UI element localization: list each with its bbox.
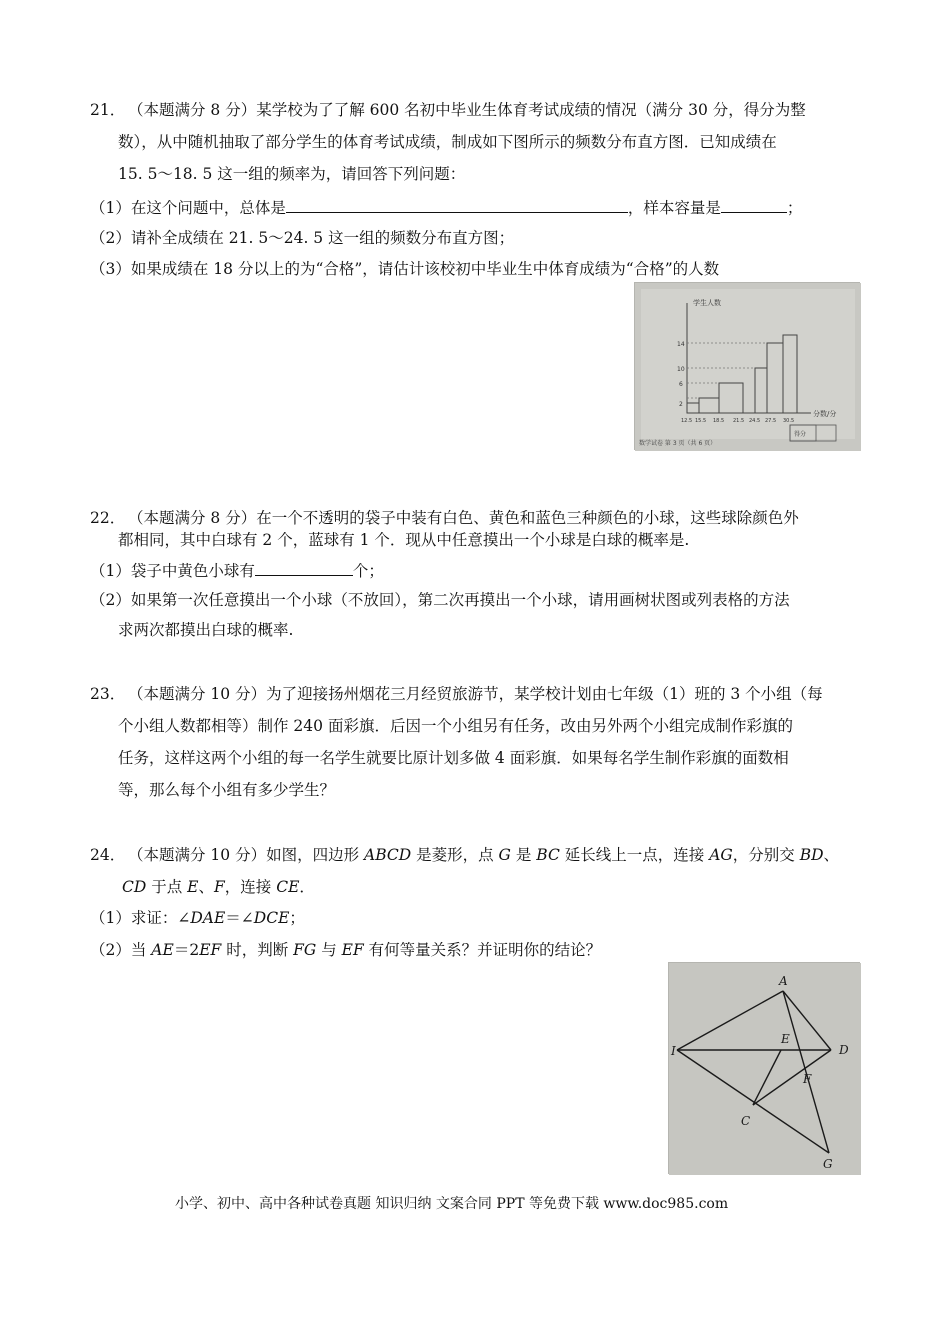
q24-text: ＝∠	[225, 909, 254, 927]
q24-text: （本题满分 10 分）如图，四边形	[128, 846, 365, 864]
q24-label-b: I	[671, 1044, 676, 1058]
q24-var-g: G	[498, 846, 511, 864]
q24-var-bd: BD	[799, 846, 824, 864]
q24-text: 与	[316, 941, 342, 959]
q21-number: 21．	[90, 101, 126, 119]
q22-yellow-count-blank[interactable]	[255, 560, 353, 576]
q24-label-e: E	[781, 1032, 790, 1046]
q24-var-ag: AG	[709, 846, 733, 864]
q24-var-dce: DCE	[253, 909, 290, 927]
q21-histogram-photo	[634, 282, 860, 450]
q24-text: ．	[299, 878, 315, 896]
q22-part-1	[90, 560, 384, 581]
q24-text: 有何等量关系？并证明你的结论？	[363, 941, 602, 959]
q21-xtick-4: 21.5	[733, 418, 745, 424]
q22-part-1-text-b: 个；	[352, 562, 384, 580]
q23-stem-line-3: 任务，这样这两个小组的每一名学生就要比原计划多做 4 面彩旗．如果每名学生制作彩旗的面数相	[118, 749, 789, 767]
q24-text: 、	[823, 846, 840, 864]
q21-population-blank[interactable]	[286, 197, 628, 213]
q24-label-d: D	[839, 1043, 849, 1057]
q24-text: 时，判断	[221, 941, 294, 959]
q24-var-e: E	[187, 878, 199, 896]
q24-var-ef: EF	[199, 941, 222, 959]
q23-stem-line-1: （本题满分 10 分）为了迎接扬州烟花三月经贸旅游节，某学校计划由七年级（1）班的 3 个小组（每	[128, 685, 823, 703]
q21-sample-size-blank[interactable]	[721, 197, 787, 213]
q24-text: 于点	[146, 878, 188, 896]
q24-part-2	[90, 940, 601, 960]
q22-number: 22．	[90, 509, 126, 527]
q21-ytick-10: 10	[677, 366, 685, 373]
q22-stem-line-1: （本题满分 8 分）在一个不透明的袋子中装有白色、黄色和蓝色三种颜色的小球，这些球除颜色外	[128, 509, 799, 527]
q23-number: 23．	[90, 685, 126, 703]
q24-part-1	[90, 908, 305, 928]
q24-label-c: C	[741, 1114, 751, 1128]
q22-part-1-text-a: （1）袋子中黄色小球有	[90, 562, 255, 580]
q23-stem-line-2: 个小组人数都相等）制作 240 面彩旗．后因一个小组另有任务，改由另外两个小组完成制作彩旗的	[118, 717, 793, 735]
q24-label-f: F	[803, 1072, 812, 1086]
q21-histogram-figure	[635, 283, 861, 451]
q24-label-g: G	[823, 1157, 833, 1171]
q24-var-ae: AE	[151, 941, 174, 959]
q21-xtick-1: 12.5	[681, 418, 693, 424]
q21-part-2: （2）请补全成绩在 21. 5～24. 5 这一组的频数分布直方图；	[90, 229, 515, 247]
q22-part-2-line-2: 求两次都摸出白球的概率.	[118, 621, 294, 639]
q21-xtick-2: 15.5	[695, 418, 707, 424]
q24-text: ，分别交	[732, 846, 800, 864]
q24-var-fg: FG	[293, 941, 317, 959]
q24-var-ce: CE	[276, 878, 300, 896]
q24-var-dae: DAE	[190, 909, 226, 927]
q21-part-1-text-a: （1）在这个问题中，总体是	[90, 199, 286, 217]
q24-text: （1）求证：∠	[90, 909, 191, 927]
q24-var-f: F	[214, 878, 225, 896]
q21-score-box-label: 得分	[794, 431, 807, 438]
q24-text: 延长线上一点，连接	[559, 846, 710, 864]
q21-part-3: （3）如果成绩在 18 分以上的为“合格”，请估计该校初中毕业生中体育成绩为“合格”的人数	[90, 260, 720, 278]
q21-xtick-3: 18.5	[713, 418, 725, 424]
q21-part-1-text-b: ，样本容量是	[627, 199, 721, 217]
q24-text: 是菱形，点	[411, 846, 499, 864]
q24-var-bc: BC	[536, 846, 560, 864]
q21-xtick-6: 27.5	[765, 418, 777, 424]
q24-text: （2）当	[90, 941, 152, 959]
q21-ytick-6: 6	[679, 381, 683, 388]
q21-stem-line-2: 数），从中随机抽取了部分学生的体育考试成绩，制成如下图所示的频数分布直方图．已知成绩在	[118, 133, 777, 151]
q21-stem-line-1: （本题满分 8 分）某学校为了了解 600 名初中毕业生体育考试成绩的情况（满分 30 分，得分为整	[128, 101, 806, 119]
q23-stem-line-4: 等，那么每个小组有多少学生？	[118, 781, 336, 799]
q24-label-a: A	[779, 974, 788, 988]
q21-ylabel: 学生人数	[693, 299, 721, 307]
q24-text: 、	[198, 878, 214, 896]
q21-ytick-14: 14	[677, 341, 685, 348]
q24-geometry-figure	[669, 963, 861, 1175]
q21-part-1-text-c: ；	[786, 199, 803, 217]
q24-text: ＝2	[173, 941, 200, 959]
q24-stem-line-1	[128, 845, 839, 865]
q24-stem-line-2	[122, 877, 315, 897]
q21-xtick-5: 24.5	[749, 418, 761, 424]
q21-ytick-2: 2	[679, 401, 683, 408]
q21-stem-line-3: 15. 5～18. 5 这一组的频率为，请回答下列问题：	[118, 165, 466, 183]
q21-xlabel: 分数/分	[813, 410, 837, 418]
q24-var-abcd: ABCD	[364, 846, 412, 864]
q24-var-cd: CD	[122, 878, 147, 896]
q24-text: ；	[289, 909, 305, 927]
q24-text: 是	[510, 846, 537, 864]
q24-text: ，连接	[224, 878, 277, 896]
q21-photo-footer: 数学试卷 第 3 页（共 6 页）	[639, 440, 717, 447]
q24-number: 24．	[90, 846, 126, 864]
page-footer: 小学、初中、高中各种试卷真题 知识归纳 文案合同 PPT 等免费下载 www.doc985.com	[175, 1196, 729, 1212]
q21-xtick-7: 30.5	[783, 418, 795, 424]
q21-part-1	[90, 197, 802, 218]
q24-var-ef: EF	[341, 941, 364, 959]
q24-geometry-photo	[668, 962, 860, 1174]
q22-stem-line-2: 都相同，其中白球有 2 个，蓝球有 1 个．现从中任意摸出一个小球是白球的概率是.	[118, 531, 690, 549]
q22-part-2-line-1: （2）如果第一次任意摸出一个小球（不放回），第二次再摸出一个小球，请用画树状图或列表格的方法	[90, 591, 790, 609]
